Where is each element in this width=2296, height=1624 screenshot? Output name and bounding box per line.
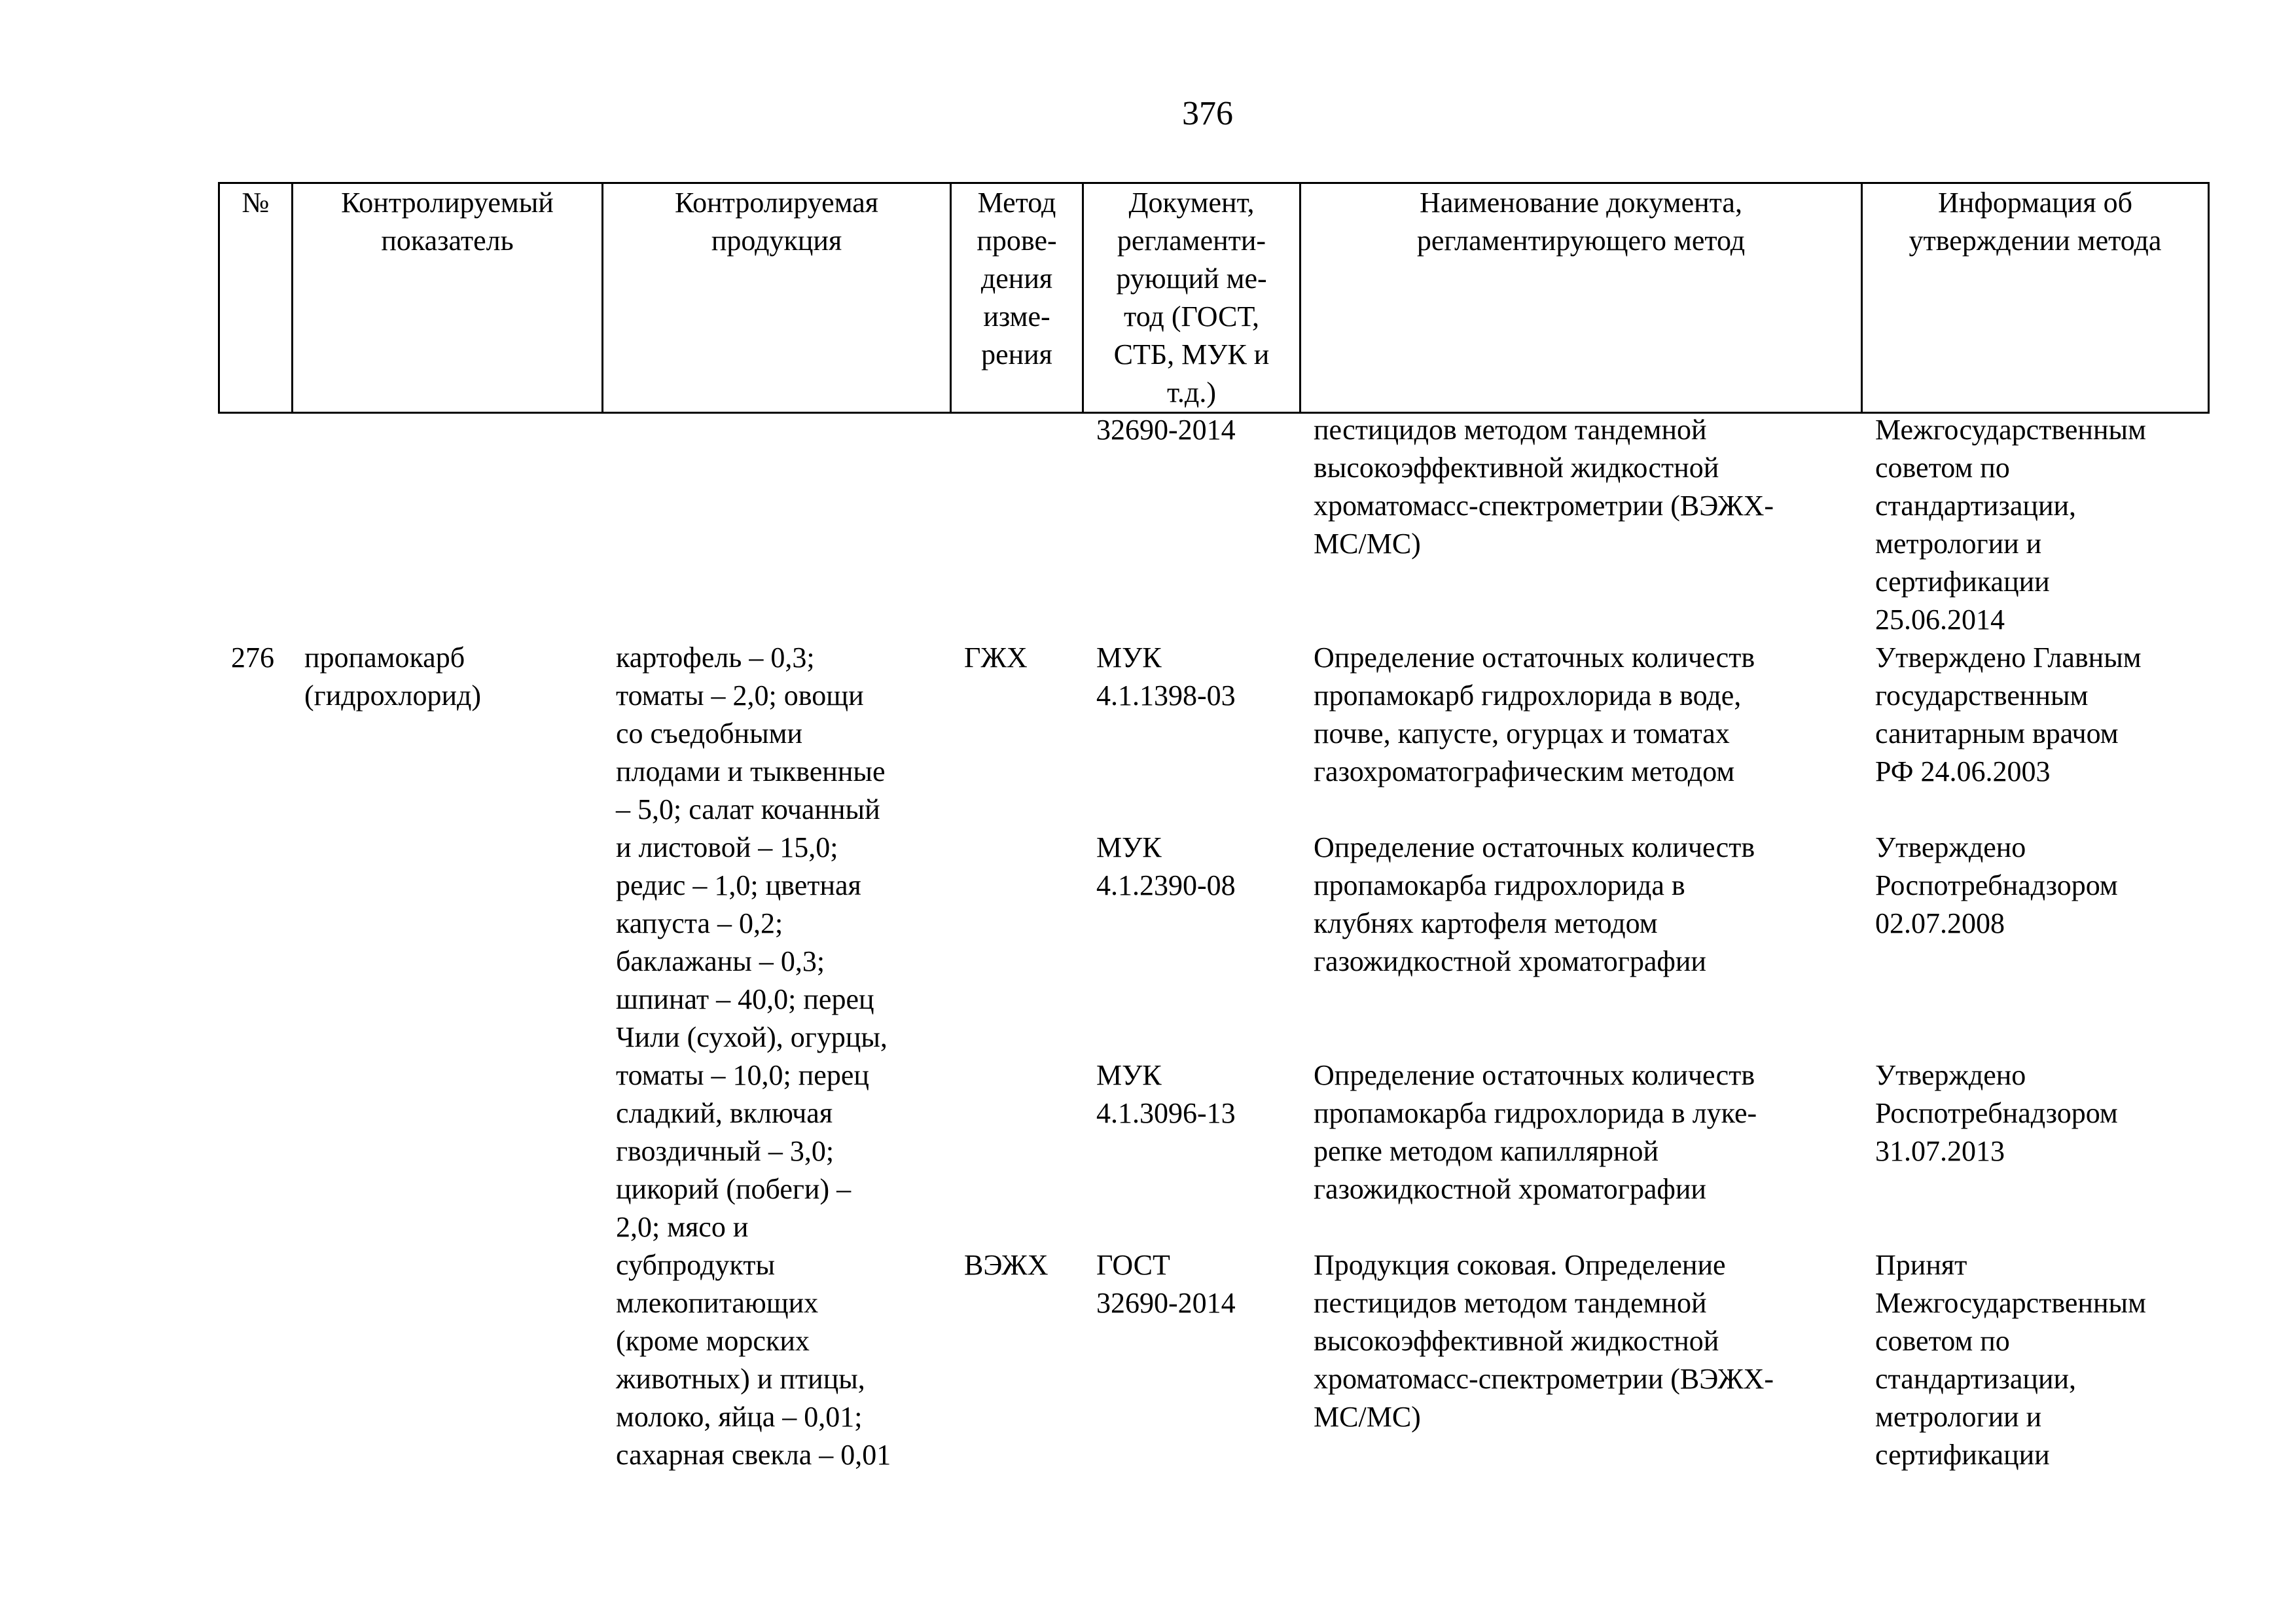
entry-doc-name-line: пропамокарба гидрохлорида в луке- xyxy=(1314,1097,1757,1129)
continuation-approval-line: сертификации xyxy=(1875,566,2050,598)
entry-indicator xyxy=(291,639,601,1474)
entry-doc-name-line: пестицидов методом тандемной xyxy=(1314,1287,1707,1319)
header-method-line: изме- xyxy=(983,300,1050,333)
entry-product-line: плодами и тыквенные xyxy=(616,755,886,787)
entry-product-line: млекопитающих xyxy=(616,1287,819,1319)
entry-approval-line: стандартизации, xyxy=(1875,1363,2077,1395)
entry-doc-name-line: Определение остаточных количеств xyxy=(1314,641,1755,674)
entry-doc-name-line: газожидкостной хроматографии xyxy=(1314,945,1706,977)
entry-product-line: томаты – 2,0; овощи xyxy=(616,679,864,712)
header-document xyxy=(1083,183,1300,413)
continuation-row xyxy=(218,411,2208,639)
entry-product-line: со съедобными xyxy=(616,717,803,749)
entry-product-line: животных) и птицы, xyxy=(616,1363,865,1395)
entry-approval-line: Межгосударственным xyxy=(1875,1287,2146,1319)
entry-document-line: 32690-2014 xyxy=(1096,1287,1236,1319)
table-row xyxy=(218,639,2208,1474)
entry-document-line: 4.1.3096-13 xyxy=(1096,1097,1236,1129)
continuation-approval-line: 25.06.2014 xyxy=(1875,604,2005,636)
header-method-line: Метод xyxy=(977,187,1056,219)
entry-product-line: сладкий, включая xyxy=(616,1097,833,1129)
header-doc-name xyxy=(1300,183,1862,413)
header-product xyxy=(603,183,951,413)
header-product-line: Контролируемая xyxy=(674,187,879,219)
entry-doc-name-line: Продукция соковая. Определение xyxy=(1314,1249,1726,1281)
entry-product-line: сахарная свекла – 0,01 xyxy=(616,1439,891,1471)
entry-approval-line: 02.07.2008 xyxy=(1875,907,2005,939)
entry-doc-name-line: высокоэффективной жидкостной xyxy=(1314,1325,1719,1357)
entry-product-line: молоко, яйца – 0,01; xyxy=(616,1401,863,1433)
continuation-doc-name-line: высокоэффективной жидкостной xyxy=(1314,452,1719,484)
header-product-line: продукция xyxy=(711,225,842,257)
table-header xyxy=(218,182,2210,414)
entry-doc-name-line: клубнях картофеля методом xyxy=(1314,907,1658,939)
entry-approval-line: Роспотребнадзором xyxy=(1875,1097,2118,1129)
header-document-line: тод (ГОСТ, xyxy=(1124,300,1259,333)
header-method-line: рения xyxy=(981,338,1052,370)
header-approval xyxy=(1862,183,2209,413)
entry-product-line: гвоздичный – 3,0; xyxy=(616,1135,834,1167)
entry-doc-name-line: МС/МС) xyxy=(1314,1401,1421,1433)
header-document-line: Документ, xyxy=(1128,187,1255,219)
entry-product-line: баклажаны – 0,3; xyxy=(616,945,825,977)
entry-approval-line: санитарным врачом xyxy=(1875,717,2119,749)
entry-product xyxy=(601,639,950,1474)
entry-product-line: цикорий (побеги) – xyxy=(616,1173,852,1205)
entry-product-line: – 5,0; салат кочанный xyxy=(616,793,880,825)
entry-doc-name xyxy=(1299,639,1861,1474)
entry-doc-name-line: пропамокарба гидрохлорида в xyxy=(1314,869,1685,901)
entry-doc-name-line: газохроматографическим методом xyxy=(1314,755,1735,787)
entry-doc-name-line: Определение остаточных количеств xyxy=(1314,1059,1755,1091)
entry-document-line: МУК xyxy=(1096,641,1162,674)
entry-product-line: 2,0; мясо и xyxy=(616,1211,749,1243)
header-method xyxy=(951,183,1083,413)
entry-product-line: томаты – 10,0; перец xyxy=(616,1059,869,1091)
header-indicator-line: Контролируемый xyxy=(341,187,554,219)
header-indicator-line: показатель xyxy=(381,225,514,257)
header-approval-line: Информация об xyxy=(1938,187,2132,219)
entry-doc-name-line: репке методом капиллярной xyxy=(1314,1135,1659,1167)
entry-method-vezhkh: ВЭЖХ xyxy=(964,1249,1049,1281)
continuation-approval-line: Межгосударственным xyxy=(1875,414,2146,446)
entry-approval-line: Утверждено xyxy=(1875,1059,2026,1091)
entry-product-line: субпродукты xyxy=(616,1249,776,1281)
entry-product-line: Чили (сухой), огурцы, xyxy=(616,1021,888,1053)
header-indicator xyxy=(293,183,603,413)
entry-document-line: ГОСТ xyxy=(1096,1249,1170,1281)
continuation-document-line: 32690-2014 xyxy=(1096,414,1236,446)
header-doc-name-line: регламентирующего метод xyxy=(1416,225,1746,257)
entry-method xyxy=(950,639,1082,1474)
entry-method-gzhkh: ГЖХ xyxy=(964,641,1028,674)
entry-approval-line: Утверждено Главным xyxy=(1875,641,2142,674)
header-approval-line: утверждении метода xyxy=(1909,225,2162,257)
header-row xyxy=(219,183,2209,413)
entry-approval-line: метрологии и xyxy=(1875,1401,2042,1433)
entry-approval-line: государственным xyxy=(1875,679,2089,712)
entry-doc-name-line: пропамокарб гидрохлорида в воде, xyxy=(1314,679,1742,712)
entry-doc-name-line: хроматомасс-спектрометрии (ВЭЖХ- xyxy=(1314,1363,1774,1395)
entry-product-line: капуста – 0,2; xyxy=(616,907,783,939)
entry-number xyxy=(218,639,291,1474)
continuation-doc-name-line: хроматомасс-спектрометрии (ВЭЖХ- xyxy=(1314,490,1774,522)
entry-approval-line: Принят xyxy=(1875,1249,1967,1281)
page-number: 376 xyxy=(1182,95,1233,132)
continuation-approval xyxy=(1861,411,2208,639)
continuation-document xyxy=(1082,411,1299,639)
header-method-line: прове- xyxy=(977,225,1057,257)
header-num xyxy=(219,183,293,413)
continuation-doc-name-line: пестицидов методом тандемной xyxy=(1314,414,1707,446)
entry-approval-line: советом по xyxy=(1875,1325,2010,1357)
entry-indicator-line: (гидрохлорид) xyxy=(304,679,482,712)
entry-approval-line: РФ 24.06.2003 xyxy=(1875,755,2051,787)
entry-approval-line: Утверждено xyxy=(1875,831,2026,863)
entry-approval-line: 31.07.2013 xyxy=(1875,1135,2005,1167)
continuation-approval-line: метрологии и xyxy=(1875,528,2042,560)
entry-approval-line: сертификации xyxy=(1875,1439,2050,1471)
continuation-approval-line: стандартизации, xyxy=(1875,490,2077,522)
entry-product-line: (кроме морских xyxy=(616,1325,810,1357)
entry-number-value: 276 xyxy=(231,641,274,674)
header-num-label: № xyxy=(242,187,270,219)
entry-product-line: и листовой – 15,0; xyxy=(616,831,838,863)
header-method-line: дения xyxy=(980,262,1053,295)
continuation-doc-name-line: МС/МС) xyxy=(1314,528,1421,560)
entry-document xyxy=(1082,639,1299,1474)
entry-doc-name-line: Определение остаточных количеств xyxy=(1314,831,1755,863)
header-document-line: регламенти- xyxy=(1117,225,1266,257)
header-document-line: рующий ме- xyxy=(1116,262,1267,295)
entry-indicator-line: пропамокарб xyxy=(304,641,465,674)
entry-document-line: 4.1.1398-03 xyxy=(1096,679,1236,712)
entry-doc-name-line: газожидкостной хроматографии xyxy=(1314,1173,1706,1205)
entry-product-line: шпинат – 40,0; перец xyxy=(616,983,874,1015)
header-doc-name-line: Наименование документа, xyxy=(1420,187,1742,219)
entry-document-line: МУК xyxy=(1096,1059,1162,1091)
entry-document-line: МУК xyxy=(1096,831,1162,863)
entry-product-line: картофель – 0,3; xyxy=(616,641,815,674)
entry-product-line: редис – 1,0; цветная xyxy=(616,869,861,901)
entry-approval-line: Роспотребнадзором xyxy=(1875,869,2118,901)
entry-doc-name-line: почве, капусте, огурцах и томатах xyxy=(1314,717,1730,749)
entry-document-line: 4.1.2390-08 xyxy=(1096,869,1236,901)
header-document-line: т.д.) xyxy=(1167,376,1216,408)
entry-approval xyxy=(1861,639,2208,1474)
continuation-doc-name xyxy=(1299,411,1861,639)
header-document-line: СТБ, МУК и xyxy=(1113,338,1270,370)
table-body xyxy=(218,411,2208,1474)
continuation-approval-line: советом по xyxy=(1875,452,2010,484)
